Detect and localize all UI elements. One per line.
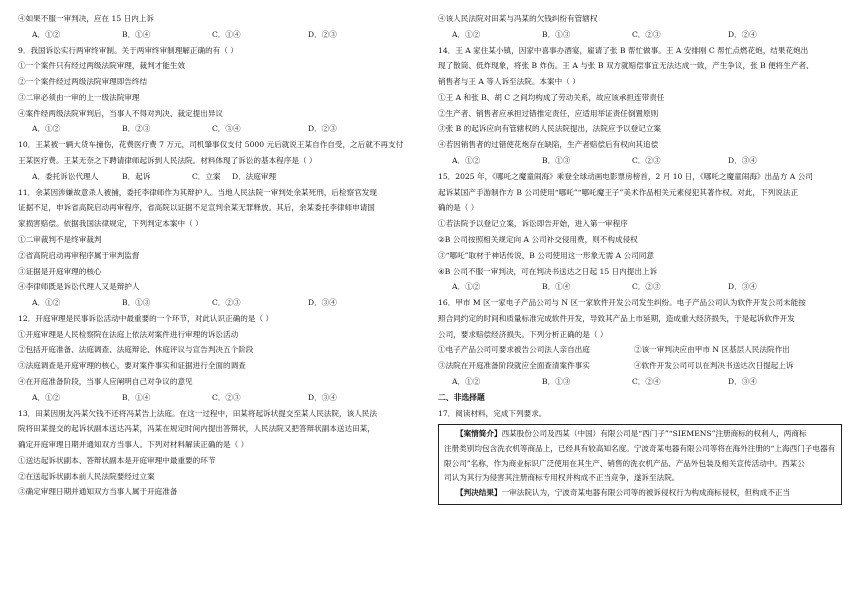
answer-a[interactable]: A．①② bbox=[32, 392, 61, 402]
q13-option-4: ④该人民法院对田某与冯某的欠钱纠纷有管辖权 bbox=[438, 14, 598, 23]
q15-text-line-3: 确的是（ ） bbox=[438, 203, 479, 213]
q11-option-3: ③证据是开庭审理的核心 bbox=[18, 266, 102, 276]
q15-answer-choices bbox=[438, 282, 842, 293]
answer-a[interactable]: A．①② bbox=[452, 376, 481, 386]
q16-option-4: ④软件开发公司可以在判决书送达次日提起上诉 bbox=[634, 361, 794, 371]
q9-option-3: ③二审必须由一审的上一级法院审理 bbox=[18, 92, 140, 102]
q13-option-3: ③确定审理日期并通知双方当事人属于开庭准备 bbox=[18, 487, 178, 497]
case-intro-heading: 【案情简介】 bbox=[456, 429, 502, 439]
q14-answer-choices bbox=[438, 156, 842, 167]
answer-d[interactable]: D．法庭审理 bbox=[232, 171, 277, 181]
answer-b[interactable]: B．①③ bbox=[542, 29, 571, 39]
answer-b[interactable]: B．①④ bbox=[122, 29, 151, 39]
q17-text-line-1: 17．阅读材料，完成下列要求。 bbox=[438, 408, 547, 418]
case-line-5: 【判决结果】一审法院认为，宁波奇某电器有限公司等的被诉侵权行为构成商标侵权，但构成不正当 bbox=[456, 487, 791, 497]
q16-text-line-1: 16．甲市 M 区一家电子产品公司与 N 区一家软件开发公司发生纠纷。电子产品公司认为软件开发公司未能按 bbox=[438, 298, 806, 308]
case-material-box bbox=[438, 424, 842, 505]
q11-answer-choices bbox=[18, 298, 422, 309]
q13-option-2: ②在送起诉状副本前人民法院要经过立案 bbox=[18, 471, 155, 481]
case-line-3: 限公司”名称，作为商业标识广泛使用在其生产、销售的洗衣机产品、产品外包装及相关宣传活动中。西某公 bbox=[444, 458, 805, 468]
q12-title: 12．开庭审理是民事诉讼活动中最重要的一个环节，对此认识正确的是（ ） bbox=[18, 313, 274, 323]
q15-option-4: ④B 公司不服一审判决，可在判决书送达之日起 15 日内提出上诉 bbox=[438, 266, 658, 276]
left-column bbox=[18, 14, 422, 503]
answer-b[interactable]: B．①③ bbox=[542, 156, 571, 166]
q12-option-4: ④在开庭准备阶段，当事人应阐明自己对争议的意见 bbox=[18, 376, 193, 386]
answer-c[interactable]: C．③④ bbox=[212, 124, 241, 134]
case-line-2: 注册类别均包含洗衣机等商品上，已经具有较高知名度。宁波奇某电器有限公司等将在海外注册的“上海西门子电器有 bbox=[444, 443, 836, 453]
answer-a[interactable]: A．委托诉讼代理人 bbox=[32, 171, 99, 181]
verdict-heading: 【判决结果】 bbox=[456, 487, 502, 497]
answer-b[interactable]: B．①③ bbox=[122, 298, 151, 308]
q9-option-4: ④案件经两级法院审判后，当事人不得对判决、裁定提出异议 bbox=[18, 108, 224, 118]
q13-text-line-3: 确定开庭审理日期并通知双方当事人。下列对材料解读正确的是（ ） bbox=[18, 440, 249, 450]
answer-b[interactable]: B．①③ bbox=[542, 376, 571, 386]
q14-option-1: ①王 A 和张 B、胡 C 之间均构成了劳动关系，故应该承担连带责任 bbox=[438, 92, 665, 102]
q11-text-line-2: 证据不足，申诉省高院启动再审程序，省高院以证据不足宣判余某无罪释放。其后，余某委托李律师申请国 bbox=[18, 203, 375, 213]
q9-title: 9．我国诉讼实行两审终审制。关于两审终审制理解正确的有（ ） bbox=[18, 45, 238, 55]
answer-d[interactable]: D．③④ bbox=[728, 156, 757, 166]
q16-answer-choices bbox=[438, 377, 842, 388]
answer-d[interactable]: D．③④ bbox=[308, 392, 337, 402]
answer-d[interactable]: D．③④ bbox=[308, 298, 337, 308]
right-column bbox=[438, 14, 842, 505]
answer-b[interactable]: B．①④ bbox=[122, 392, 151, 402]
answer-d[interactable]: D．③④ bbox=[728, 376, 757, 386]
answer-d[interactable]: D．③④ bbox=[728, 282, 757, 292]
q10-text-line-2: 王某医疗费。王某无奈之下聘请律师起诉到人民法院。材料体现了诉讼的基本程序是（ ） bbox=[18, 156, 317, 166]
q12-option-1: ①开庭审理是人民检察院在法庭上依法对案件进行审理的诉讼活动 bbox=[18, 329, 239, 339]
q16-option-2: ②该一审判决应由甲市 N 区基层人民法院作出 bbox=[634, 345, 790, 355]
answer-b[interactable]: B．①④ bbox=[542, 282, 571, 292]
q10-text-line-1: 10．王某被一辆大货车撞伤，花费医疗费 7 万元，司机肇事仅支付 5000 元后就说王某自作自受，之后就不再支付 bbox=[18, 140, 404, 150]
answer-a[interactable]: A．①② bbox=[32, 29, 61, 39]
q16-options-row-1 bbox=[438, 345, 842, 356]
answer-c[interactable]: C．②③ bbox=[632, 156, 661, 166]
answer-a[interactable]: A．①② bbox=[32, 124, 61, 134]
q14-option-4: ④若因销售者的过错使花炮存在缺陷，生产者赔偿后有权向其追偿 bbox=[438, 140, 659, 150]
answer-b[interactable]: B．②③ bbox=[122, 124, 151, 134]
q11-option-4: ④李律师既是诉讼代理人又是辩护人 bbox=[18, 282, 140, 292]
q15-text-line-1: 15．2025 年，《哪吒之魔童闹海》乘登全球动画电影票房榜首，2 月 10 日，《哪吒之魔童闹海》出品方 A 公司 bbox=[438, 171, 813, 181]
q12-option-3: ③法庭调查是开庭审理的核心，要对案件事实和证据进行全面的调查 bbox=[18, 361, 246, 371]
answer-c[interactable]: C．①④ bbox=[212, 29, 241, 39]
q16-text-line-2: 照合同约定的时间和质量标准完成软件开发，导致其产品上市延期，造成重大经济损失，于是起诉软件开发 bbox=[438, 313, 795, 323]
q14-text-line-3: 销售者与王 A 等人诉至法院。本案中（ ） bbox=[438, 77, 580, 87]
q9-option-2: ②一个案件经过两级法院审理即告终结 bbox=[18, 77, 148, 87]
q13-option-1: ①送达起诉状副本、答辩状副本是开庭审理中最重要的环节 bbox=[18, 455, 216, 465]
answer-c[interactable]: C．②④ bbox=[632, 376, 661, 386]
q13-answer-choices bbox=[438, 30, 842, 41]
q11-text-line-1: 11．余某因涉嫌故意杀人被捕，委托李律师作为其辩护人。当地人民法院一审判处余某死刑，后检察官发现 bbox=[18, 187, 377, 197]
q9-answer-choices bbox=[18, 124, 422, 135]
answer-a[interactable]: A．①② bbox=[452, 29, 481, 39]
answer-a[interactable]: A．①② bbox=[32, 298, 61, 308]
q11-option-1: ①二审裁判不是终审裁判 bbox=[18, 234, 102, 244]
q14-text-line-1: 14．王 A 家住某小镇，因家中喜事办酒宴，雇请了张 B 帮忙做事。王 A 安排刚 C 帮忙点燃花炮，结果花炮出 bbox=[438, 45, 809, 55]
q9-option-1: ①一个案件只有经过两级法院审理，裁判才能生效 bbox=[18, 61, 186, 71]
q14-text-line-2: 现了散筒、低炸现象，将张 B 炸伤。王 A 与张 B 双方就赔偿事宜无法达成一致，产生争议，张 B 便将生产者、 bbox=[438, 61, 814, 71]
answer-a[interactable]: A．①② bbox=[452, 282, 481, 292]
answer-d[interactable]: D．②④ bbox=[728, 29, 757, 39]
q10-answer-choices bbox=[18, 172, 422, 183]
q12-option-2: ②包括开庭准备、法庭调查、法庭辩论、休庭评议与宣告判决五个阶段 bbox=[18, 345, 254, 355]
answer-c[interactable]: C．②③ bbox=[212, 298, 241, 308]
answer-a[interactable]: A．①② bbox=[452, 156, 481, 166]
q13-text-line-1: 13．田某因朋友冯某欠钱不还将冯某告上法庭。在这一过程中，田某将起诉状提交至某人民法院，该人民法 bbox=[18, 408, 377, 418]
answer-c[interactable]: C．②③ bbox=[212, 392, 241, 402]
q15-text-line-2: 起诉某国产手游制作方 B 公司使用“哪吒”“哪吒魔王子”美术作品相关元素侵犯其著作权。对此，下列说法正 bbox=[438, 187, 799, 197]
answer-c[interactable]: C．②③ bbox=[632, 29, 661, 39]
q14-option-2: ②生产者、销售者应承担过错推定责任，应适用举证责任倒置原则 bbox=[438, 108, 659, 118]
q8-option-4: ④如果不服一审判决，应在 15 日内上诉 bbox=[18, 14, 154, 23]
q16-options-row-2 bbox=[438, 361, 842, 372]
answer-d[interactable]: D．②③ bbox=[308, 124, 337, 134]
answer-c[interactable]: C．②③ bbox=[632, 282, 661, 292]
case-line-1: 【案情简介】西某股份公司及西某（中国）有限公司是“西门子”“SIEMENS”注册商标的权利人，两商标 bbox=[456, 429, 807, 439]
q12-answer-choices bbox=[18, 393, 422, 404]
q15-option-1: ①若法院予以登记立案，诉讼即告开始，进入第一审程序 bbox=[438, 219, 628, 229]
answer-d[interactable]: D．②③ bbox=[308, 29, 337, 39]
q16-text-line-3: 公司，要求赔偿经济损失。下列分析正确的是（ ） bbox=[438, 329, 608, 339]
q8-answer-choices bbox=[18, 30, 422, 41]
q15-option-3: ③“哪吒”取材于神话传说，B 公司使用这一形象无需 A 公司同意 bbox=[438, 250, 654, 260]
answer-b[interactable]: B．起诉 bbox=[122, 171, 151, 181]
q11-text-line-3: 家损害赔偿。依据我国法律规定，下列判定本案中（ ） bbox=[18, 219, 203, 229]
q14-option-3: ③张 B 的起诉应向有管辖权的人民法院提出，法院应予以登记立案 bbox=[438, 124, 662, 134]
section-title: 二、非选择题 bbox=[438, 392, 485, 402]
q13-text-line-2: 院将田某提交的起诉状副本送达冯某，冯某在规定时间内提出答辩状，人民法院又把答辩状副本送达田某， bbox=[18, 424, 375, 434]
q16-option-3: ③法院在开庭准备阶段就应全面查清案件事实 bbox=[438, 361, 590, 371]
answer-c[interactable]: C．立案 bbox=[192, 171, 221, 181]
q16-option-1: ①电子产品公司可要求被告公司法人亲自出庭 bbox=[438, 345, 590, 355]
q11-option-2: ②省高院启动再审程序属于审判监督 bbox=[18, 250, 140, 260]
q15-option-2: ②B 公司按照相关规定向 A 公司补交侵用费，则不构成侵权 bbox=[438, 234, 638, 244]
case-line-4: 司认为其行为侵害其注册商标专用权并构成不正当竞争，遂诉至法院。 bbox=[444, 473, 680, 483]
